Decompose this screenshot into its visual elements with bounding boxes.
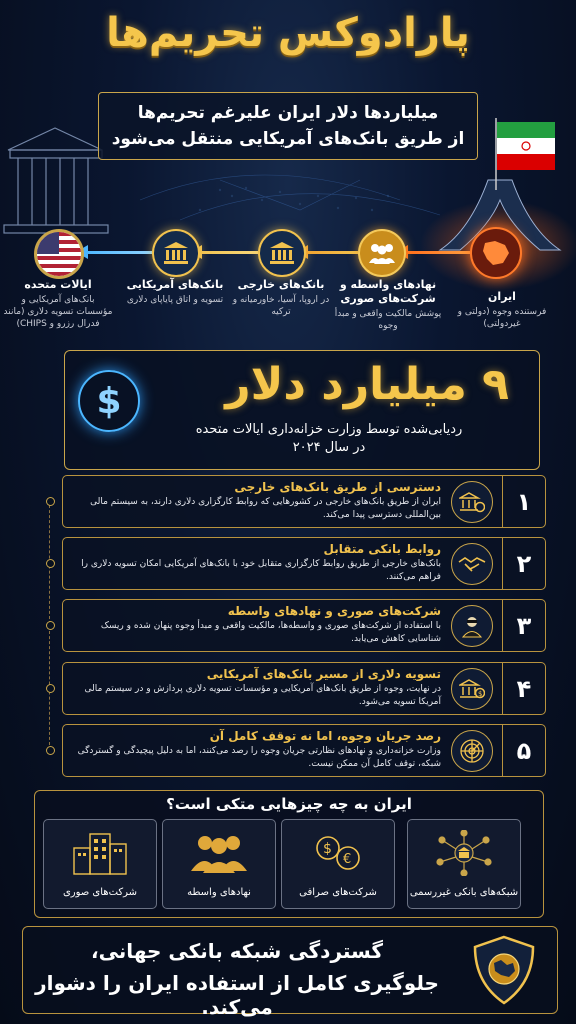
us-building-illustration: [4, 128, 108, 233]
flow-arrow-2: [196, 251, 258, 254]
highlight-note-line-2: در سال ۲۰۲۴: [292, 440, 366, 455]
reliance-card-intermediaries: [162, 819, 276, 909]
flow-step-title: بانک‌های آمریکایی: [126, 278, 224, 291]
step-number: ۵: [502, 725, 545, 776]
svg-text:$: $: [478, 690, 483, 698]
step-row-5: [62, 724, 546, 777]
dollar-icon: $: [78, 370, 140, 432]
reliance-card-shell-companies: [43, 819, 157, 909]
buildings-icon: [44, 828, 156, 878]
step-row-3: [62, 599, 546, 652]
handshake-icon: [451, 543, 493, 585]
flow-step-desc: پوشش مالکیت واقعی و مبدأ وجوه: [334, 309, 442, 331]
flow-step-title: ایالات متحده: [24, 278, 92, 291]
iran-map-icon: [470, 227, 522, 279]
iran-flag-illustration: [496, 118, 555, 190]
flow-step-intermediaries: [334, 278, 442, 332]
timeline-bullet: [46, 621, 55, 630]
flow-step-desc: بانک‌های آمریکایی و مؤسسات تسویه دلاری (مانند فدرال رزرو و CHIPS): [3, 295, 113, 329]
reliance-section: [34, 790, 544, 918]
flow-step-desc: فرستنده وجوه (دولتی و غیردولتی): [457, 307, 547, 329]
flow-step-title: بانک‌های خارجی: [237, 278, 325, 291]
highlight-note: [179, 421, 479, 457]
bank-icon: [258, 229, 306, 277]
step-row-2: [62, 537, 546, 590]
people-group-icon: [163, 828, 275, 878]
step-row-4: [62, 662, 546, 715]
svg-text:$: $: [323, 841, 332, 857]
timeline-bullet: [46, 559, 55, 568]
timeline-bullet: [46, 497, 55, 506]
svg-text:€: €: [343, 852, 352, 867]
step-number: ۱: [502, 476, 545, 527]
reliance-card-label: شرکت‌های صوری: [62, 887, 138, 898]
bank-icon: [152, 229, 200, 277]
highlight-note-line-1: ردیابی‌شده توسط وزارت خزانه‌داری ایالات متحده: [195, 422, 463, 437]
step-desc: با استفاده از شرکت‌های صوری و واسطه‌ها، مالکیت واقعی و مبدأ وجوه پنهان شده و ریسک شناسایی کاهش می‌یابد.: [100, 621, 441, 644]
step-title: روابط بانکی متقابل: [323, 542, 441, 556]
reliance-title: ایران به چه چیزهایی متکی است؟: [166, 795, 412, 813]
footer-line-2: جلوگیری کامل از استفاده ایران را دشوار می‌کند.: [35, 971, 439, 1019]
people-group-icon: [358, 229, 406, 277]
reliance-card-label: شرکت‌های صرافی: [299, 887, 377, 898]
flow-step-foreign-banks: [230, 278, 332, 318]
step-number: ۴: [502, 663, 545, 714]
timeline-bullet: [46, 684, 55, 693]
flow-arrow-3: [302, 251, 358, 254]
page-title: پارادوکس تحریم‌ها: [106, 10, 470, 56]
step-number: ۳: [502, 600, 545, 651]
bank-globe-icon: [451, 481, 493, 523]
agent-icon: [451, 605, 493, 647]
network-bank-icon: [408, 828, 520, 878]
step-desc: وزارت خزانه‌داری و نهادهای نظارتی جریان وجوه را رصد می‌کنند، اما به دلیل پیچیدگی و گستردگی شبکه، توقف کامل آن ممکن نیست.: [77, 746, 441, 769]
step-number: ۲: [502, 538, 545, 589]
flow-arrow-1: [82, 251, 152, 254]
step-title: دسترسی از طریق بانک‌های خارجی: [234, 480, 441, 494]
flow-step-iran: [446, 290, 558, 330]
flow-step-desc: تسویه و اتاق پایاپای دلاری: [126, 295, 224, 305]
radar-icon: [451, 730, 493, 772]
flow-step-desc: در اروپا، آسیا، خاورمیانه و ترکیه: [232, 295, 330, 317]
subtitle-line-2: از طریق بانک‌های آمریکایی منتقل می‌شود: [111, 129, 465, 149]
flow-arrow-4: [402, 251, 470, 254]
shield-globe-icon: [467, 933, 541, 1011]
bank-dollar-icon: [451, 668, 493, 710]
us-flag-icon: [34, 229, 84, 279]
step-title: شرکت‌های صوری و نهادهای واسطه: [227, 604, 441, 618]
footer-box: [22, 926, 558, 1019]
reliance-card-exchange: [281, 819, 395, 909]
timeline-bullet: [46, 746, 55, 755]
step-title: تسویه دلاری از مسیر بانک‌های آمریکایی: [206, 667, 441, 681]
flow-step-us-banks: [126, 278, 224, 306]
footer-line-1: گستردگی شبکه بانکی جهانی،: [90, 939, 384, 963]
highlight-amount: ۹ میلیارد دلار: [225, 359, 509, 410]
flow-step-title: ایران: [488, 290, 516, 303]
flow-step-us: [2, 278, 114, 330]
reliance-card-label: شبکه‌های بانکی غیررسمی: [409, 887, 519, 898]
reliance-card-informal-banking: [407, 819, 521, 909]
reliance-card-label: نهادهای واسطه: [187, 887, 251, 898]
subtitle-box: [98, 92, 478, 160]
subtitle-line-1: میلیاردها دلار ایران علیرغم تحریم‌ها: [137, 103, 439, 123]
flow-step-title: نهادهای واسطه و شرکت‌های صوری: [339, 278, 437, 305]
currency-exchange-icon: [282, 828, 394, 878]
step-desc: ایران از طریق بانک‌های خارجی در کشورهایی که روابط کارگزاری دلاری دارند، به سیستم مالی بین‌المللی دسترسی پیدا می‌کند.: [90, 497, 441, 520]
step-desc: بانک‌های خارجی از طریق روابط کارگزاری متقابل خود با بانک‌های آمریکایی امکان تسویه دلاری را فراهم می‌کنند.: [81, 559, 441, 582]
step-desc: در نهایت، وجوه از طریق بانک‌های آمریکایی و مؤسسات تسویه دلاری پردازش و در سیستم مالی آمریکا تسویه می‌شود.: [84, 684, 441, 707]
step-title: رصد جریان وجوه، اما نه توقف کامل آن: [209, 729, 441, 743]
step-row-1: [62, 475, 546, 528]
